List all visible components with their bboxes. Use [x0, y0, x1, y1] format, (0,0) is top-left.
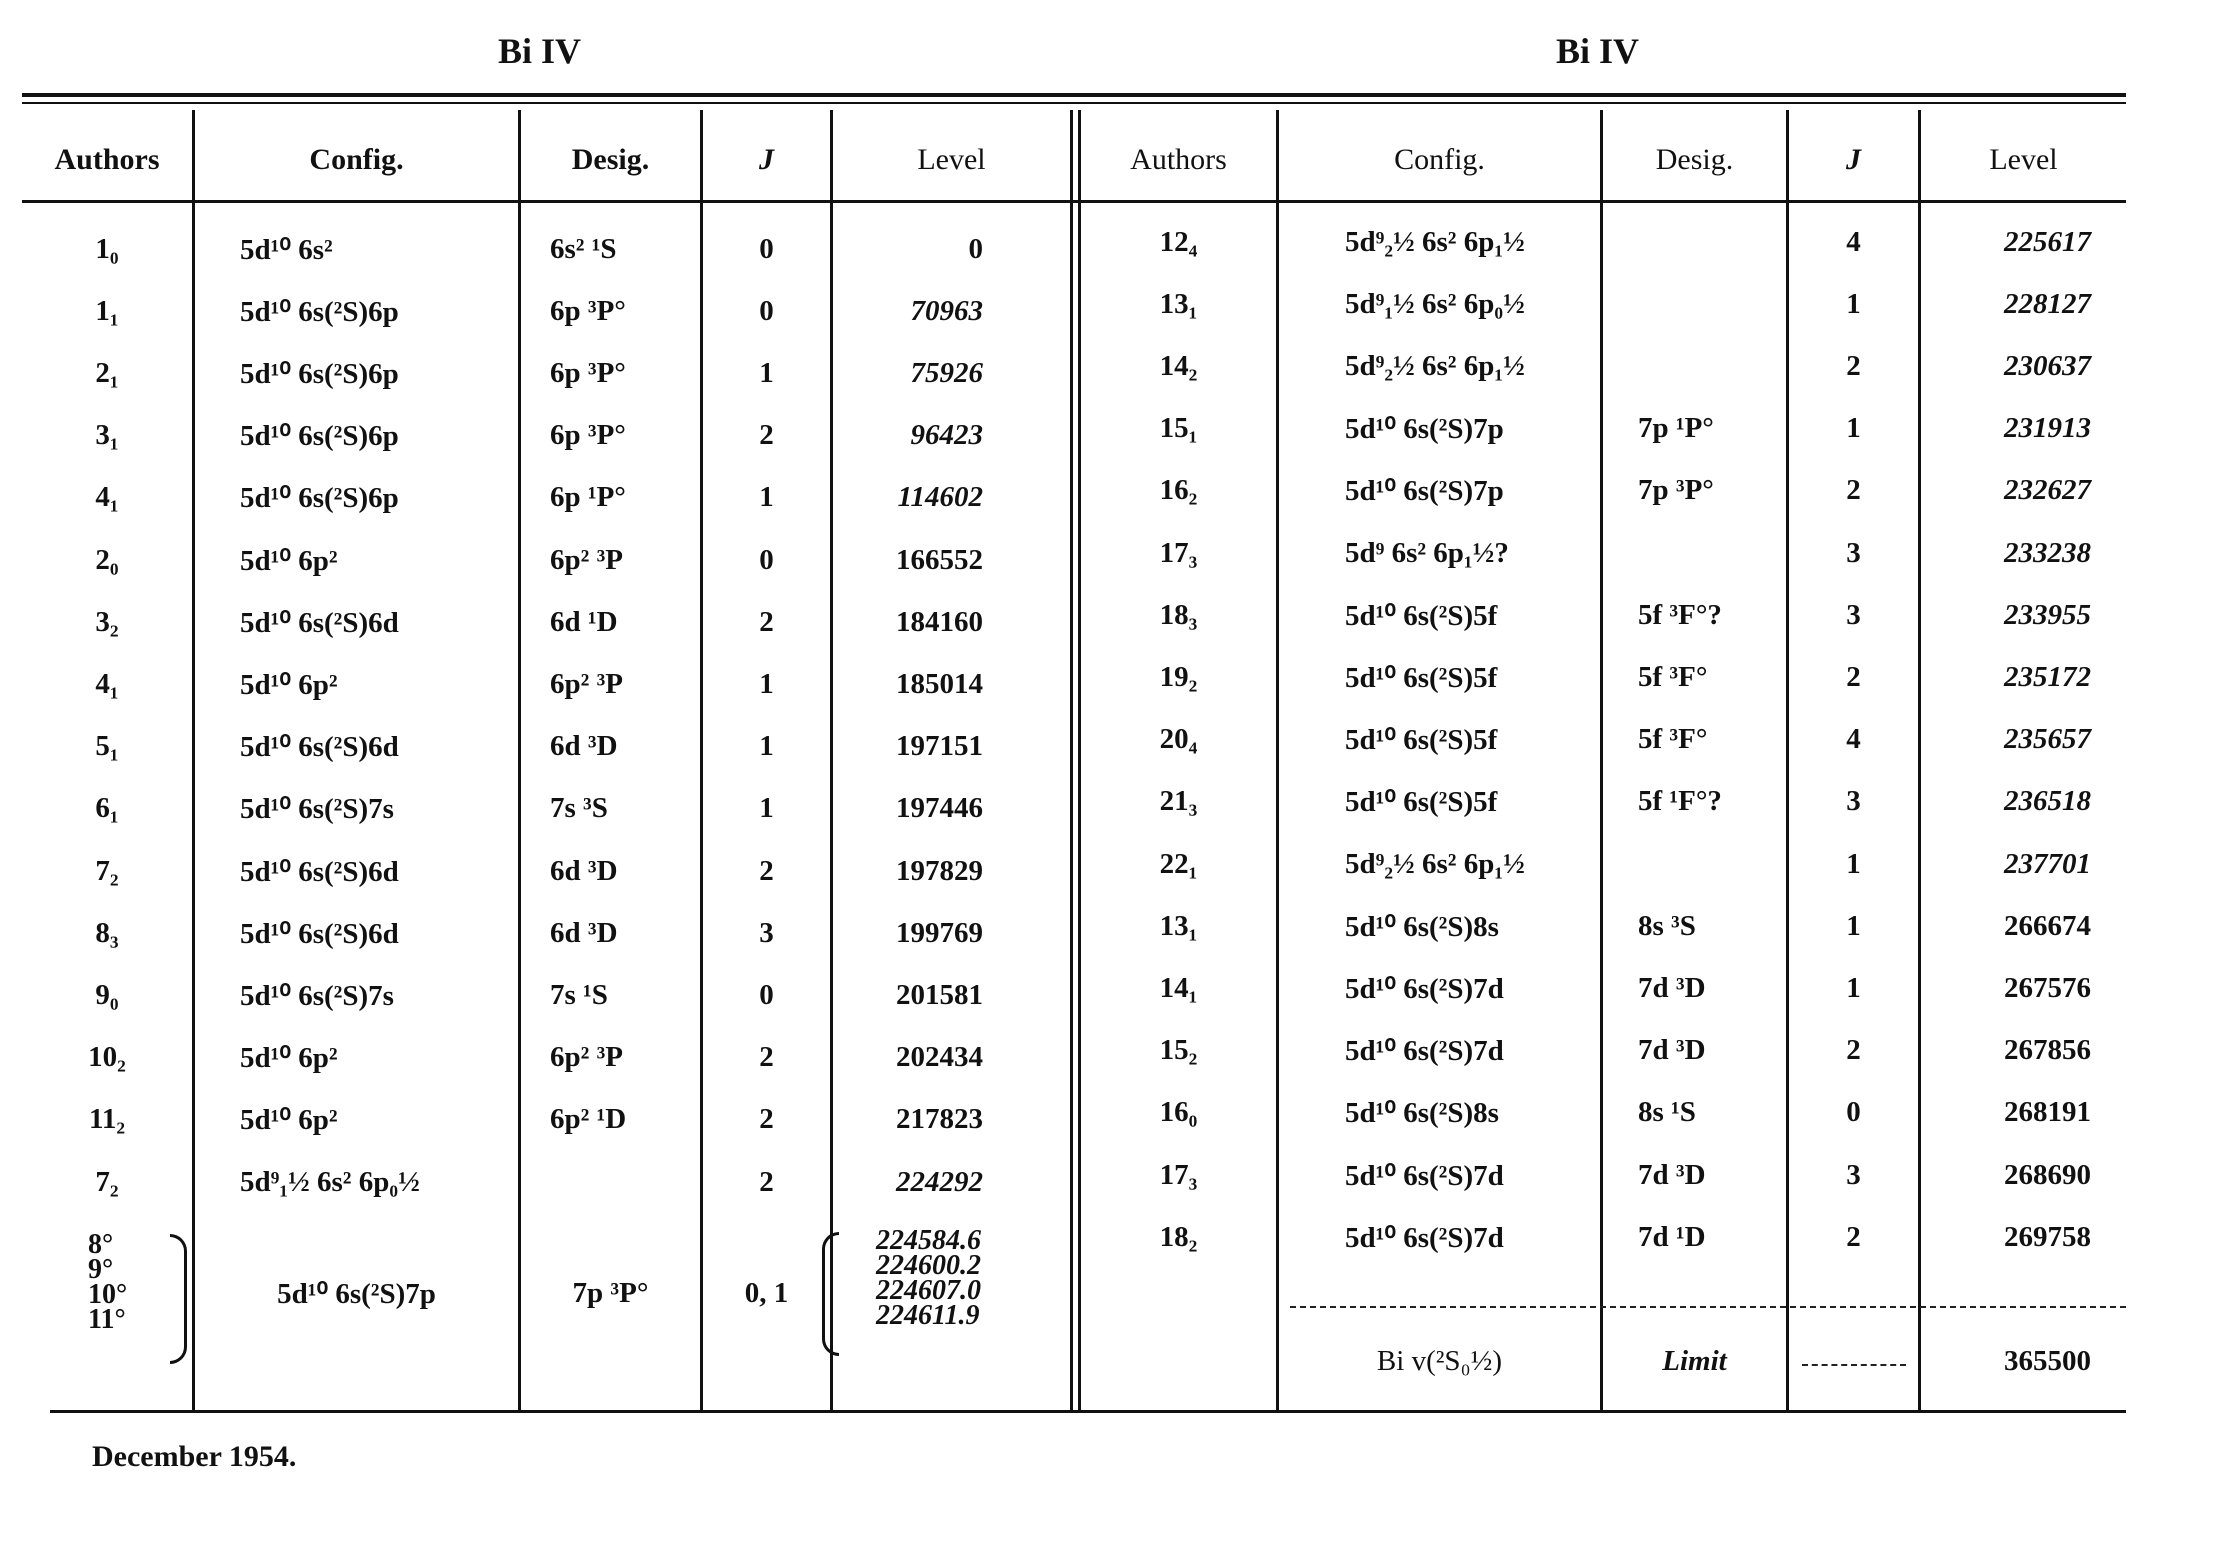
header-j: J [759, 143, 774, 176]
level-cell: 217823 [896, 1103, 983, 1136]
j-cell: 3 [1846, 536, 1861, 569]
level-cell: 268191 [2004, 1096, 2091, 1129]
level-cell: 197151 [896, 730, 983, 763]
config-cell: 5d¹⁰ 6s(²S)5f [1345, 724, 1498, 757]
desig-cell: 5f ³F°? [1638, 598, 1722, 631]
desig-cell: 6p ¹P° [550, 481, 626, 514]
author-cell: 2₁ [95, 356, 119, 389]
desig-cell [550, 1151, 700, 1213]
level-cell: 225617 [2004, 225, 2091, 258]
desig-cell [1638, 833, 1786, 895]
col-separator [518, 110, 521, 1410]
level-cell: 185014 [896, 667, 983, 700]
j-cell: 0 [759, 294, 774, 327]
group-levels [876, 1225, 981, 1331]
config-cell: 5d¹⁰ 6s(²S)5f [1345, 786, 1498, 819]
config-cell: 5d¹⁰ 6s(²S)5f [1345, 599, 1498, 632]
author-cell: 12₄ [1159, 225, 1198, 258]
group-authors [88, 1229, 128, 1335]
desig-cell: 7d ³D [1638, 1158, 1706, 1191]
level-cell: 231913 [2004, 412, 2091, 445]
level-cell: 197446 [896, 792, 983, 825]
j-cell: 2 [759, 1103, 774, 1136]
desig-cell: 7s ¹S [550, 978, 608, 1011]
j-cell: 0 [759, 543, 774, 576]
config-cell: 5d¹⁰ 6s(²S)6p [240, 357, 399, 390]
desig-cell: 6d ³D [550, 854, 618, 887]
config-cell: 5d⁹₂½ 6s² 6p₁½ [1345, 349, 1525, 382]
level-cell: 269758 [2004, 1220, 2091, 1253]
level-cell: 235657 [2004, 723, 2091, 756]
config-cell: 5d¹⁰ 6s(²S)7s [240, 793, 394, 826]
level-cell: 70963 [910, 294, 983, 327]
config-cell: 5d¹⁰ 6s(²S)6p [240, 420, 399, 453]
group-author: 9° [88, 1254, 114, 1285]
group-config: 5d¹⁰ 6s(²S)7p [277, 1277, 436, 1310]
level-cell: 233238 [2004, 536, 2091, 569]
desig-cell: 8s ¹S [1638, 1096, 1696, 1129]
desig-cell: 5f ¹F°? [1638, 785, 1722, 818]
author-cell: 14₁ [1159, 971, 1198, 1004]
author-cell: 17₃ [1159, 1158, 1198, 1191]
config-cell: 5d⁹₂½ 6s² 6p₁½ [1345, 847, 1525, 880]
config-cell: 5d⁹₁½ 6s² 6p₀½ [240, 1165, 420, 1198]
j-cell: 2 [1846, 474, 1861, 507]
j-cell: 2 [759, 1165, 774, 1198]
desig-cell: 6p² ³P [550, 543, 623, 576]
desig-cell: 7s ³S [550, 792, 608, 825]
group-level: 224607.0 [876, 1275, 981, 1306]
limit-level: 365500 [2004, 1344, 2091, 1377]
level-cell: 266674 [2004, 909, 2091, 942]
author-cell: 21₃ [1159, 785, 1198, 818]
table-divider [1070, 110, 1073, 1410]
author-cell: 3₁ [95, 419, 119, 452]
header-level: Level [1989, 143, 2058, 176]
author-cell: 7₂ [95, 854, 119, 887]
level-cell: 236518 [2004, 785, 2091, 818]
j-cell: 4 [1846, 723, 1861, 756]
j-cell: 1 [1846, 847, 1861, 880]
config-cell: 5d¹⁰ 6p² [240, 1104, 338, 1137]
j-cell: 2 [759, 419, 774, 452]
config-cell: 5d¹⁰ 6s(²S)8s [1345, 910, 1499, 943]
config-cell: 5d¹⁰ 6s(²S)8s [1345, 1097, 1499, 1130]
j-cell: 1 [1846, 909, 1861, 942]
j-cell: 1 [759, 356, 774, 389]
author-cell: 17₃ [1159, 536, 1198, 569]
level-cell: 237701 [2004, 847, 2091, 880]
config-cell: 5d¹⁰ 6s(²S)7d [1345, 1221, 1504, 1254]
author-cell: 16₀ [1159, 1096, 1198, 1129]
desig-cell: 7p ¹P° [1638, 412, 1714, 445]
author-cell: 18₃ [1159, 598, 1198, 631]
left-table-title: Bi IV [498, 31, 582, 71]
config-cell: 5d¹⁰ 6p² [240, 668, 338, 701]
config-cell: 5d¹⁰ 6s(²S)6d [240, 731, 399, 764]
level-cell: 184160 [896, 605, 983, 638]
config-cell: 5d⁹₂½ 6s² 6p₁½ [1345, 225, 1525, 258]
j-cell: 1 [759, 792, 774, 825]
limit-config: Bi v(²S₀½) [1376, 1344, 1503, 1377]
j-cell: 1 [759, 730, 774, 763]
j-cell: 1 [759, 481, 774, 514]
footer-date: December 1954. [92, 1440, 297, 1473]
group-j: 0, 1 [744, 1276, 789, 1309]
author-cell: 4₁ [95, 481, 119, 514]
desig-cell: 6p ³P° [550, 294, 626, 327]
level-cell: 114602 [897, 481, 983, 514]
j-cell: 2 [759, 605, 774, 638]
group-desig: 7p ³P° [572, 1276, 649, 1309]
desig-cell: 7d ¹D [1638, 1220, 1706, 1253]
config-cell: 5d¹⁰ 6s² [240, 233, 333, 266]
level-cell: 235172 [2004, 660, 2091, 693]
desig-cell [1638, 335, 1786, 397]
j-cell: 0 [759, 232, 774, 265]
j-cell: 1 [1846, 287, 1861, 320]
j-cell: 2 [759, 854, 774, 887]
header-desig: Desig. [571, 143, 650, 176]
j-cell: 0 [759, 978, 774, 1011]
config-cell: 5d¹⁰ 6s(²S)6d [240, 917, 399, 950]
author-cell: 18₂ [1159, 1220, 1198, 1253]
desig-cell: 7p ³P° [1638, 474, 1714, 507]
author-cell: 5₁ [95, 730, 119, 763]
config-cell: 5d¹⁰ 6s(²S)7d [1345, 1159, 1504, 1192]
limit-dash-rule [1290, 1306, 2126, 1308]
group-author: 8° [88, 1229, 114, 1260]
level-cell: 230637 [2004, 349, 2091, 382]
desig-cell: 7d ³D [1638, 971, 1706, 1004]
level-cell: 202434 [896, 1041, 983, 1074]
author-cell: 20₄ [1159, 723, 1198, 756]
desig-cell: 6p ³P° [550, 356, 626, 389]
author-cell: 22₁ [1159, 847, 1198, 880]
author-cell: 1₀ [95, 232, 119, 265]
top-rule-thin [22, 102, 2126, 104]
level-cell: 96423 [910, 419, 983, 452]
author-cell: 15₂ [1159, 1034, 1198, 1067]
limit-label: Limit [1662, 1344, 1727, 1377]
author-cell: 11₂ [88, 1103, 126, 1136]
header-authors: Authors [1130, 143, 1227, 176]
header-desig: Desig. [1655, 143, 1734, 176]
desig-cell: 6d ¹D [550, 605, 618, 638]
j-cell: 3 [759, 916, 774, 949]
header-rule [22, 200, 2126, 203]
header-config: Config. [309, 143, 404, 176]
j-cell: 2 [1846, 1220, 1861, 1253]
desig-cell [1638, 273, 1786, 335]
level-cell: 166552 [896, 543, 983, 576]
j-cell: 3 [1846, 785, 1861, 818]
desig-cell: 6d ³D [550, 916, 618, 949]
j-cell: 1 [1846, 971, 1861, 1004]
group-level: 224611.9 [876, 1300, 980, 1331]
j-cell: 2 [759, 1041, 774, 1074]
group-level: 224584.6 [876, 1225, 981, 1256]
j-cell: 3 [1846, 598, 1861, 631]
author-cell: 19₂ [1159, 660, 1198, 693]
desig-cell: 5f ³F° [1638, 723, 1708, 756]
desig-cell: 8s ³S [1638, 909, 1696, 942]
config-cell: 5d¹⁰ 6s(²S)6p [240, 295, 399, 328]
level-cell: 199769 [896, 916, 983, 949]
config-cell: 5d¹⁰ 6s(²S)5f [1345, 661, 1498, 694]
desig-cell: 6p² ³P [550, 667, 623, 700]
desig-cell [1638, 522, 1786, 584]
author-cell: 13₁ [1159, 287, 1198, 320]
config-cell: 5d¹⁰ 6s(²S)7d [1345, 972, 1504, 1005]
author-cell: 10₂ [88, 1041, 126, 1074]
j-cell: 0 [1846, 1096, 1861, 1129]
right-table-title: Bi IV [1556, 31, 1640, 71]
j-cell: 2 [1846, 349, 1861, 382]
author-cell: 3₂ [95, 605, 119, 638]
desig-cell: 6s² ¹S [550, 232, 617, 265]
j-cell: 2 [1846, 1034, 1861, 1067]
j-cell: 1 [1846, 412, 1861, 445]
config-cell: 5d¹⁰ 6s(²S)6p [240, 482, 399, 515]
config-cell: 5d¹⁰ 6s(²S)6d [240, 606, 399, 639]
author-cell: 8₃ [95, 916, 119, 949]
level-cell: 268690 [2004, 1158, 2091, 1191]
j-cell: 1 [759, 667, 774, 700]
header-j: J [1846, 143, 1861, 176]
desig-cell: 7d ³D [1638, 1034, 1706, 1067]
desig-cell: 6p ³P° [550, 419, 626, 452]
level-cell: 75926 [910, 356, 983, 389]
config-cell: 5d⁹₁½ 6s² 6p₀½ [1345, 287, 1525, 320]
level-cell: 197829 [896, 854, 983, 887]
desig-cell: 5f ³F° [1638, 660, 1708, 693]
author-cell: 13₁ [1159, 909, 1198, 942]
group-author: 11° [88, 1304, 126, 1335]
author-cell: 1₁ [95, 294, 119, 327]
group-brace-right [170, 1234, 187, 1364]
author-cell: 14₂ [1159, 349, 1198, 382]
config-cell: 5d¹⁰ 6s(²S)7s [240, 979, 394, 1012]
desig-cell: 6p² ³P [550, 1041, 623, 1074]
level-cell: 267576 [2004, 971, 2091, 1004]
col-separator [1600, 110, 1603, 1410]
group-level: 224600.2 [876, 1250, 981, 1281]
header-authors: Authors [54, 143, 160, 176]
author-cell: 6₁ [95, 792, 119, 825]
config-cell: 5d¹⁰ 6s(²S)7p [1345, 475, 1504, 508]
level-cell: 228127 [2004, 287, 2091, 320]
config-cell: 5d⁹ 6s² 6p₁½? [1345, 536, 1509, 569]
j-cell: 3 [1846, 1158, 1861, 1191]
group-author: 10° [88, 1279, 128, 1310]
config-cell: 5d¹⁰ 6s(²S)7p [1345, 413, 1504, 446]
level-cell: 233955 [2004, 598, 2091, 631]
j-cell: 4 [1846, 225, 1861, 258]
config-cell: 5d¹⁰ 6p² [240, 1042, 338, 1075]
level-cell: 232627 [2004, 474, 2091, 507]
author-cell: 2₀ [95, 543, 119, 576]
author-cell: 16₂ [1159, 474, 1198, 507]
j-cell: 2 [1846, 660, 1861, 693]
desig-cell: 6d ³D [550, 730, 618, 763]
level-cell: 267856 [2004, 1034, 2091, 1067]
config-cell: 5d¹⁰ 6s(²S)6d [240, 855, 399, 888]
author-cell: 4₁ [95, 667, 119, 700]
config-cell: 5d¹⁰ 6s(²S)7d [1345, 1035, 1504, 1068]
level-cell: 224292 [896, 1165, 983, 1198]
author-cell: 15₁ [1159, 412, 1198, 445]
author-cell: 7₂ [95, 1165, 119, 1198]
level-cell: 0 [968, 232, 983, 265]
level-cell: 201581 [896, 978, 983, 1011]
desig-cell: 6p² ¹D [550, 1103, 627, 1136]
col-separator [192, 110, 195, 1410]
config-cell: 5d¹⁰ 6p² [240, 544, 338, 577]
col-separator [1276, 110, 1279, 1410]
bottom-rule [50, 1410, 2126, 1413]
header-level: Level [917, 143, 986, 176]
author-cell: 9₀ [95, 978, 119, 1011]
header-config: Config. [1394, 143, 1485, 176]
top-rule-thick [22, 93, 2126, 97]
group-brace-left [822, 1232, 839, 1356]
desig-cell [1638, 211, 1786, 273]
limit-j-dash [1802, 1364, 1906, 1366]
